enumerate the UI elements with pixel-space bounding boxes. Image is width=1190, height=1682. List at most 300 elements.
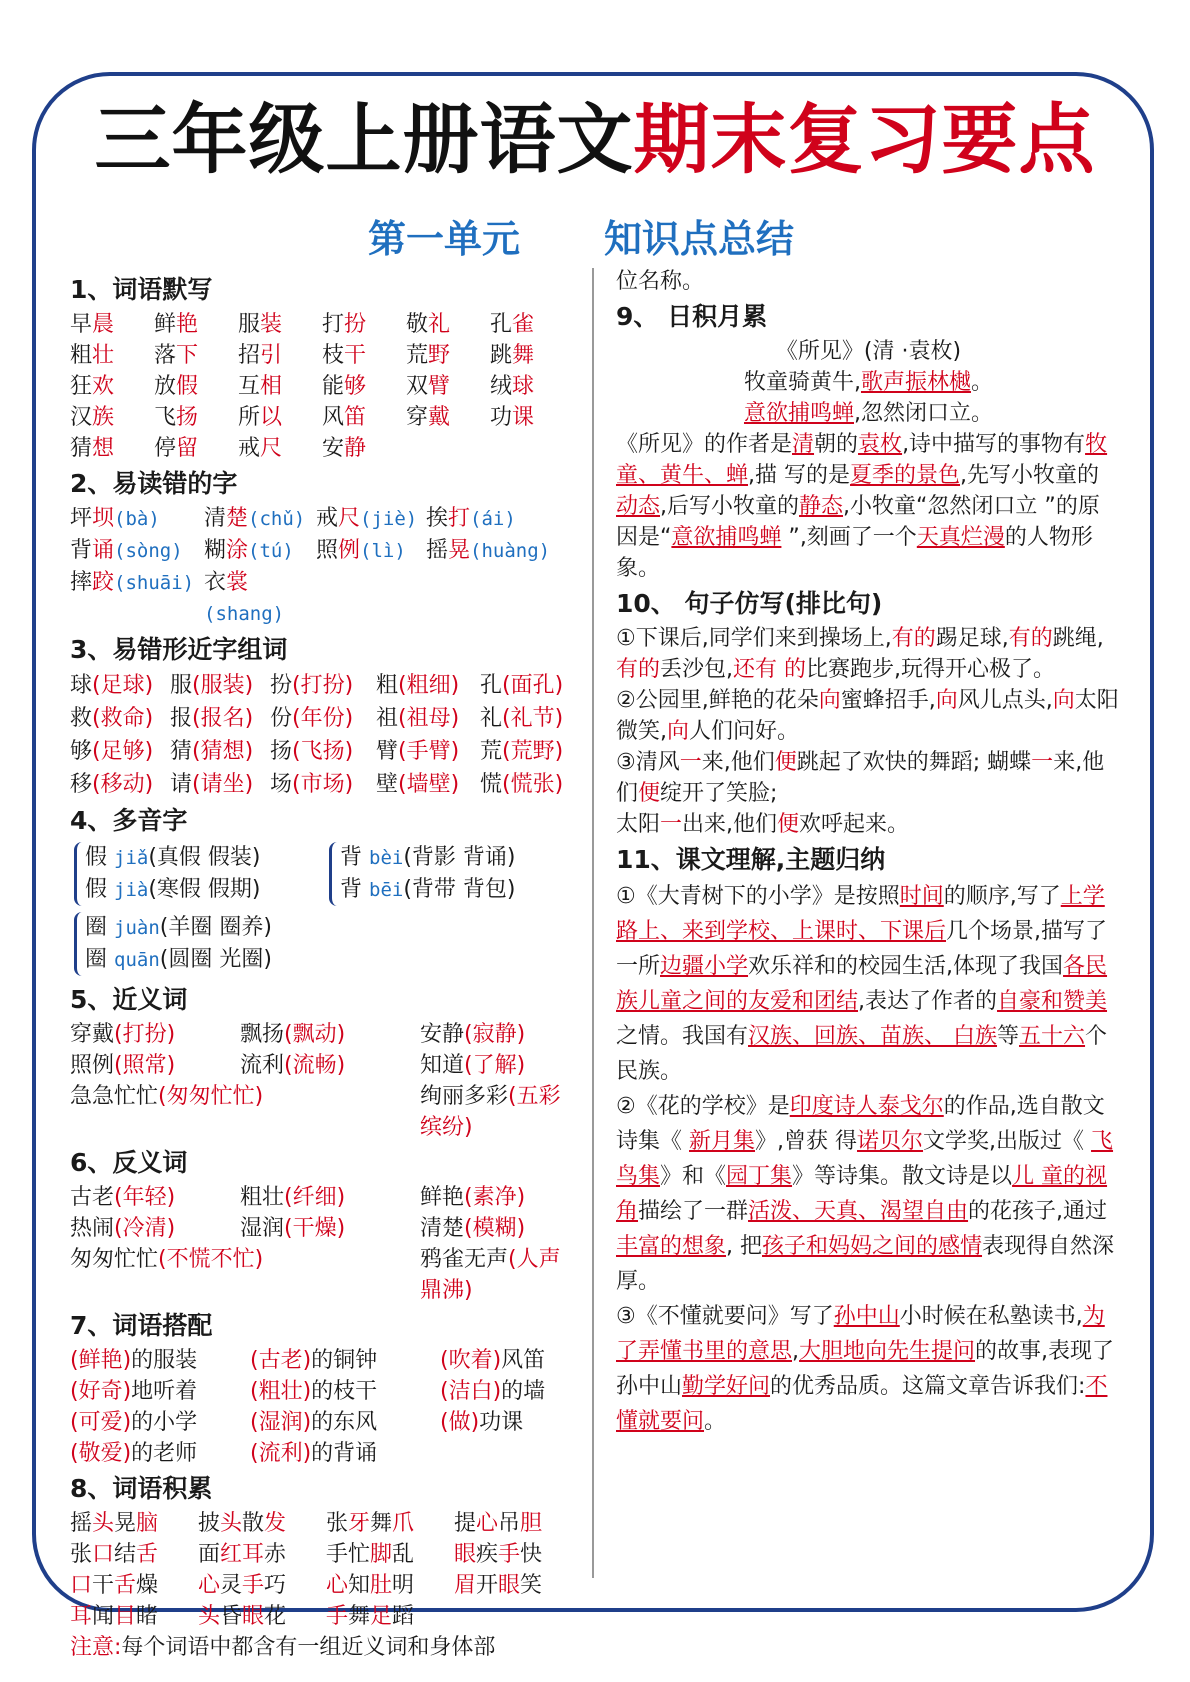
word-highlight: (寂静)	[464, 1022, 526, 1047]
word-pair	[420, 1182, 580, 1213]
word-char: 狂	[70, 374, 93, 399]
polyphone-line	[85, 944, 325, 976]
word: 风笛	[501, 1348, 546, 1373]
char: 祖	[376, 706, 399, 731]
idiom-item	[326, 1601, 454, 1632]
idiom-text: 乱	[392, 1542, 415, 1567]
idiom-highlight: 发	[264, 1511, 287, 1536]
word-item	[154, 402, 238, 433]
answer-underlined: 自豪和赞美	[997, 989, 1108, 1014]
word-highlight: (救命)	[92, 706, 154, 731]
answer-underlined: 五十六	[1019, 1024, 1086, 1049]
pronunciation-item	[204, 567, 316, 630]
idiom-highlight: 脚	[370, 1542, 393, 1567]
char-highlight: 裳	[226, 570, 249, 595]
polyphone-group	[74, 912, 325, 976]
char: 假	[85, 877, 114, 902]
word-char: 停	[154, 436, 177, 461]
word-grid	[70, 309, 580, 464]
word: 照例	[70, 1053, 115, 1078]
word-item	[70, 402, 154, 433]
idiom-highlight: 手	[326, 1604, 349, 1629]
char-highlight: 尺	[338, 506, 361, 531]
similar-char-row	[70, 735, 580, 768]
char: 请	[170, 772, 193, 797]
word-char: 功	[490, 405, 513, 430]
char: 球	[70, 673, 93, 698]
answer-underlined: 汉族、回族、苗族、 白族	[748, 1024, 998, 1049]
text: 等	[997, 1024, 1020, 1049]
char: 扮	[270, 673, 293, 698]
idiom-text: 散	[242, 1511, 265, 1536]
word-char: 招	[238, 343, 261, 368]
word-char-highlight: 野	[428, 343, 451, 368]
word-item	[490, 309, 574, 340]
idiom-highlight: 眼	[242, 1604, 265, 1629]
polyphone-line	[85, 912, 325, 944]
idiom-highlight: 眉	[454, 1573, 477, 1598]
word-char-highlight: 引	[260, 343, 283, 368]
word-highlight: (足球)	[92, 673, 154, 698]
similar-char-item	[70, 702, 170, 735]
parallel-sentence: ③清风一来,他们便跳起了欢快的舞蹈; 蝴蝶一来,他们便绽开了笑脸; 太阳一出来,他们便欢呼起来。	[616, 750, 1105, 837]
word-item	[406, 309, 490, 340]
examples: (背带 背包)	[403, 877, 516, 902]
word-char-highlight: 族	[92, 405, 115, 430]
word-item	[406, 340, 490, 371]
collocation-item	[250, 1438, 440, 1469]
idiom-text: 舞	[370, 1511, 393, 1536]
word-highlight: (请坐)	[192, 772, 254, 797]
word: 飘扬	[240, 1022, 285, 1047]
answer-underlined: 印度诗人泰戈尔	[789, 1094, 944, 1119]
idiom-item	[454, 1508, 574, 1539]
word: 的铜钟	[311, 1348, 378, 1373]
pronunciation-row	[70, 503, 580, 535]
note-continuation: 位名称。	[616, 269, 705, 294]
word: 急急忙忙	[70, 1084, 159, 1109]
idiom-text: 知	[348, 1573, 371, 1598]
similar-char-item	[270, 768, 376, 801]
char: 粗	[376, 673, 399, 698]
char: 坪	[70, 506, 93, 531]
pronunciation-item	[316, 503, 426, 535]
text: ,	[792, 1339, 800, 1364]
idiom-text: 张	[326, 1511, 349, 1536]
idiom-highlight: 眼	[498, 1573, 521, 1598]
similar-char-row	[70, 702, 580, 735]
text: 小时候在私塾读书,	[899, 1304, 1083, 1329]
char-highlight: 诵	[92, 538, 115, 563]
pronunciation-item	[426, 535, 576, 567]
idiom-highlight: 头	[92, 1511, 115, 1536]
idiom-highlight: 头	[198, 1604, 221, 1629]
word-highlight: (飘动)	[284, 1022, 346, 1047]
word-pair	[240, 1050, 420, 1081]
text-summary	[616, 879, 1121, 1089]
pronunciation-row	[70, 535, 580, 567]
antonym-list	[70, 1182, 580, 1306]
pinyin: jiǎ	[114, 847, 149, 869]
idiom-text: 闻	[92, 1604, 115, 1629]
pinyin: (sòng)	[114, 540, 183, 562]
pinyin: bēi	[369, 879, 404, 901]
pronunciation-item	[316, 535, 426, 567]
char: 猜	[170, 739, 193, 764]
idiom-item	[326, 1570, 454, 1601]
word: 的服装	[131, 1348, 198, 1373]
pinyin: (shuāi)	[114, 572, 195, 594]
idiom-item	[70, 1570, 198, 1601]
word-highlight: (敬爱)	[70, 1441, 132, 1466]
char: 臂	[376, 739, 399, 764]
idiom-item	[70, 1601, 198, 1632]
char: 背	[340, 877, 369, 902]
idiom-item	[70, 1508, 198, 1539]
idiom-highlight: 口	[70, 1573, 93, 1598]
char: 假	[85, 845, 114, 870]
collocation-item	[70, 1407, 250, 1438]
polyphone-line	[85, 842, 325, 874]
word-char-highlight: 想	[92, 436, 115, 461]
text: 的优秀品质。这篇文章告诉我们:	[770, 1374, 1086, 1399]
collocation-item	[250, 1345, 440, 1376]
char-highlight: 晃	[448, 538, 471, 563]
idiom-text: 面	[198, 1542, 221, 1567]
word-item	[406, 371, 490, 402]
word: 绚丽多彩	[420, 1084, 509, 1109]
char-highlight: 楚	[226, 506, 249, 531]
similar-char-item	[480, 702, 580, 735]
text: 的顺序,写了	[943, 884, 1061, 909]
word-item	[490, 402, 574, 433]
word: 的东风	[311, 1410, 378, 1435]
idiom-item	[70, 1539, 198, 1570]
word-highlight: (粗细)	[398, 673, 460, 698]
answer-underlined: 时间	[899, 884, 944, 909]
char-highlight: 打	[448, 506, 471, 531]
word-char-highlight: 笛	[344, 405, 367, 430]
parallel-sentence: ②公园里,鲜艳的花朵向蜜蜂招手,向风儿点头,向太阳微笑,向人们问好。	[616, 688, 1119, 744]
char: 报	[170, 706, 193, 731]
word-item	[70, 340, 154, 371]
similar-char-item	[170, 768, 270, 801]
word-pair	[420, 1019, 580, 1050]
idiom-text: 张	[70, 1542, 93, 1567]
polyphone-line	[340, 842, 580, 874]
word-char-highlight: 够	[344, 374, 367, 399]
word: 热闹	[70, 1216, 115, 1241]
word-pair	[70, 1050, 240, 1081]
collocation-item	[440, 1345, 580, 1376]
word-item	[322, 309, 406, 340]
parallel-sentence: ①下课后,同学们来到操场上,有的踢足球,有的跳绳,有的丢沙包,还有 的比赛跑步,玩得开心极了。	[616, 626, 1104, 682]
answer-underlined: 边疆小学	[660, 954, 749, 979]
word-item	[238, 371, 322, 402]
word-pair	[420, 1244, 580, 1306]
word-item	[238, 340, 322, 371]
section-heading: 9、 日积月累	[616, 302, 768, 331]
word-char-highlight: 装	[260, 312, 283, 337]
char: 戒	[316, 506, 339, 531]
idiom-text: 开	[476, 1573, 499, 1598]
char: 扬	[270, 739, 293, 764]
word-char: 服	[238, 312, 261, 337]
idiom-text: 结	[114, 1542, 137, 1567]
section-heading: 11、课文理解,主题归纳	[616, 845, 886, 874]
char: 礼	[480, 706, 503, 731]
word-highlight: (墙壁)	[398, 772, 460, 797]
idiom-text: 笑	[520, 1573, 543, 1598]
word-highlight: (年轻)	[114, 1185, 176, 1210]
idiom-highlight: 手	[498, 1542, 521, 1567]
page-title: 三年级上册语文期末复习要点	[94, 95, 1096, 184]
examples: (背影 背诵)	[403, 845, 516, 870]
idiom-text: 燥	[136, 1573, 159, 1598]
word-highlight: (冷清)	[114, 1216, 176, 1241]
similar-char-item	[70, 735, 170, 768]
word: 鲜艳	[420, 1185, 465, 1210]
word-char-highlight: 球	[512, 374, 535, 399]
word: 清楚	[420, 1216, 465, 1241]
word: 地听着	[131, 1379, 198, 1404]
word-char-highlight: 假	[176, 374, 199, 399]
idiom-list	[70, 1508, 580, 1632]
word-pair	[240, 1213, 420, 1244]
word-pair	[420, 1081, 580, 1143]
text: 》等诗集。散文诗是以	[792, 1164, 1013, 1189]
idiom-highlight: 目	[114, 1604, 137, 1629]
word-highlight: (报名)	[192, 706, 254, 731]
collocation-list	[70, 1345, 580, 1469]
word-char-highlight: 壮	[92, 343, 115, 368]
word-char-highlight: 干	[344, 343, 367, 368]
similar-char-item	[170, 669, 270, 702]
poem-line: 意欲捕鸣蝉,忽然闭口立。	[743, 401, 993, 426]
char: 份	[270, 706, 293, 731]
pinyin: juàn	[114, 917, 160, 939]
section-heading: 5、近义词	[70, 985, 188, 1014]
idiom-text: 花	[264, 1604, 287, 1629]
word-highlight: (市场)	[292, 772, 354, 797]
word-highlight: (移动)	[92, 772, 154, 797]
word-highlight: (素净)	[464, 1185, 526, 1210]
idiom-text: 摇	[70, 1511, 93, 1536]
word-char-highlight: 扬	[176, 405, 199, 430]
answer-underlined: 儿 童的视角	[616, 1164, 1108, 1224]
word-char: 敬	[406, 312, 429, 337]
word-char: 风	[322, 405, 345, 430]
idiom-highlight: 胆	[520, 1511, 543, 1536]
answer-underlined: 新月集	[689, 1129, 756, 1154]
word-highlight: (湿润)	[250, 1410, 312, 1435]
answer-underlined: 活泼、天真、渴望自由	[748, 1199, 969, 1224]
word-char-highlight: 舞	[512, 343, 535, 368]
word-highlight: (飞扬)	[292, 739, 354, 764]
word-item	[406, 402, 490, 433]
text: 的作品,选自散文诗集《	[616, 1094, 1105, 1154]
pronunciation-item	[426, 503, 576, 535]
word-highlight: (粗壮)	[250, 1379, 312, 1404]
pinyin: (huàng)	[470, 540, 551, 562]
word-highlight: (模糊)	[464, 1216, 526, 1241]
text: ,表达了作者的	[858, 989, 998, 1014]
word-char: 荒	[406, 343, 429, 368]
similar-char-item	[480, 768, 580, 801]
word-char: 所	[238, 405, 261, 430]
polyphone-line	[340, 874, 580, 906]
collocation-item	[70, 1345, 250, 1376]
word-highlight: (可爱)	[70, 1410, 132, 1435]
word: 的枝干	[311, 1379, 378, 1404]
word-highlight: (吹着)	[440, 1348, 502, 1373]
answer-underlined: 各民族儿童之间的友爱和团结	[616, 954, 1108, 1014]
word-item	[490, 340, 574, 371]
section-heading: 7、词语搭配	[70, 1311, 213, 1340]
answer-underlined: 诺贝尔	[857, 1129, 924, 1154]
idiom-text: 蹈	[392, 1604, 415, 1629]
word: 的小学	[131, 1410, 198, 1435]
pinyin: (lì)	[360, 540, 406, 562]
word-highlight: (足够)	[92, 739, 154, 764]
idiom-text: 赤	[264, 1542, 287, 1567]
word-char-highlight: 臂	[428, 374, 451, 399]
collocation-item	[440, 1376, 580, 1407]
idiom-text: 吊	[498, 1511, 521, 1536]
char: 壁	[376, 772, 399, 797]
text: 描绘了一群	[638, 1199, 749, 1224]
pinyin: (ái)	[470, 508, 516, 530]
word-char-highlight: 晨	[92, 312, 115, 337]
word-item	[70, 371, 154, 402]
text-summary	[616, 1089, 1121, 1299]
idiom-highlight: 红耳	[220, 1542, 265, 1567]
section-heading: 4、多音字	[70, 806, 188, 835]
right-column	[616, 266, 1121, 1439]
answer-underlined: 为了弄懂书里的意思	[616, 1304, 1105, 1364]
similar-char-row	[70, 669, 580, 702]
word: 鸦雀无声	[420, 1247, 509, 1272]
answer-underlined: 勤学好问	[682, 1374, 771, 1399]
word-item	[238, 309, 322, 340]
word-char: 放	[154, 374, 177, 399]
idiom-text: 提	[454, 1511, 477, 1536]
char: 照	[316, 538, 339, 563]
similar-char-item	[376, 702, 480, 735]
pronunciation-item	[70, 567, 204, 630]
answer-underlined: 孩子和妈妈之间的感情	[762, 1234, 983, 1259]
text: 文学奖,出版过《	[923, 1129, 1092, 1154]
idiom-highlight: 肚	[370, 1573, 393, 1598]
pronunciation-list	[70, 503, 580, 630]
word-char-highlight: 以	[260, 405, 283, 430]
text: 个民族。	[616, 1024, 1108, 1084]
word-char: 跳	[490, 343, 513, 368]
collocation-item	[440, 1407, 580, 1438]
idiom-text: 披	[198, 1511, 221, 1536]
pinyin: quān	[114, 949, 160, 971]
word-highlight: (不慌不忙)	[158, 1247, 264, 1272]
word-highlight: (五彩缤纷)	[420, 1084, 561, 1140]
text: 》和《	[660, 1164, 727, 1189]
idiom-highlight: 心	[198, 1573, 221, 1598]
similar-char-row	[70, 768, 580, 801]
word-char: 粗	[70, 343, 93, 368]
text: , 把	[726, 1234, 763, 1259]
answer-underlined: 飞鸟集	[616, 1129, 1114, 1189]
char: 圈	[85, 915, 114, 940]
char: 场	[270, 772, 293, 797]
unit-subtitle: 知识点总结	[604, 217, 795, 261]
text: 的花孩子,通过	[968, 1199, 1108, 1224]
word-item	[238, 402, 322, 433]
collocation-item	[70, 1438, 250, 1469]
word-char: 安	[322, 436, 345, 461]
similar-char-list	[70, 669, 580, 801]
word-char-highlight: 扮	[344, 312, 367, 337]
word: 穿戴	[70, 1022, 115, 1047]
text: 之情。我国有	[616, 1024, 749, 1049]
poem-line: 牧童骑黄牛,歌声振林樾。	[743, 370, 994, 395]
char-highlight: 跤	[92, 570, 115, 595]
word-char-highlight: 静	[344, 436, 367, 461]
pinyin: (chǔ)	[248, 508, 306, 530]
word-char-highlight: 下	[176, 343, 199, 368]
poem-title: 《所见》(清 ·袁枚)	[775, 339, 962, 364]
idiom-text: 睹	[136, 1604, 159, 1629]
char: 衣	[204, 570, 227, 595]
word-highlight: (古老)	[250, 1348, 312, 1373]
section-heading: 1、词语默写	[70, 275, 213, 304]
similar-char-item	[376, 669, 480, 702]
word-item	[238, 433, 322, 464]
idiom-highlight: 牙	[348, 1511, 371, 1536]
examples: (真假 假装)	[148, 845, 261, 870]
word-item	[322, 371, 406, 402]
similar-char-item	[170, 735, 270, 768]
char: 糊	[204, 538, 227, 563]
word: 古老	[70, 1185, 115, 1210]
word-item	[154, 309, 238, 340]
word-char-highlight: 礼	[428, 312, 451, 337]
word-highlight: (礼节)	[502, 706, 564, 731]
similar-char-item	[376, 735, 480, 768]
idiom-item	[198, 1508, 326, 1539]
word-char: 穿	[406, 405, 429, 430]
idiom-highlight: 头	[220, 1511, 243, 1536]
word-item	[154, 371, 238, 402]
idiom-highlight: 口	[92, 1542, 115, 1567]
word-highlight: (好奇)	[70, 1379, 132, 1404]
section-heading: 3、易错形近字组词	[70, 635, 288, 664]
idiom-highlight: 眼	[454, 1542, 477, 1567]
word-item	[154, 433, 238, 464]
char: 清	[204, 506, 227, 531]
char: 圈	[85, 947, 114, 972]
word-highlight: (照常)	[114, 1053, 176, 1078]
examples: (寒假 假期)	[148, 877, 261, 902]
idiom-text: 疾	[476, 1542, 499, 1567]
section-heading: 10、 句子仿写(排比句)	[616, 589, 883, 618]
pronunciation-row	[70, 567, 580, 630]
word-highlight: (面孔)	[502, 673, 564, 698]
word: 流利	[240, 1053, 285, 1078]
word-highlight: (做)	[440, 1410, 480, 1435]
idiom-highlight: 爪	[392, 1511, 415, 1536]
word-highlight: (纤细)	[284, 1185, 346, 1210]
idiom-text: 昏	[220, 1604, 243, 1629]
word: 功课	[479, 1410, 524, 1435]
